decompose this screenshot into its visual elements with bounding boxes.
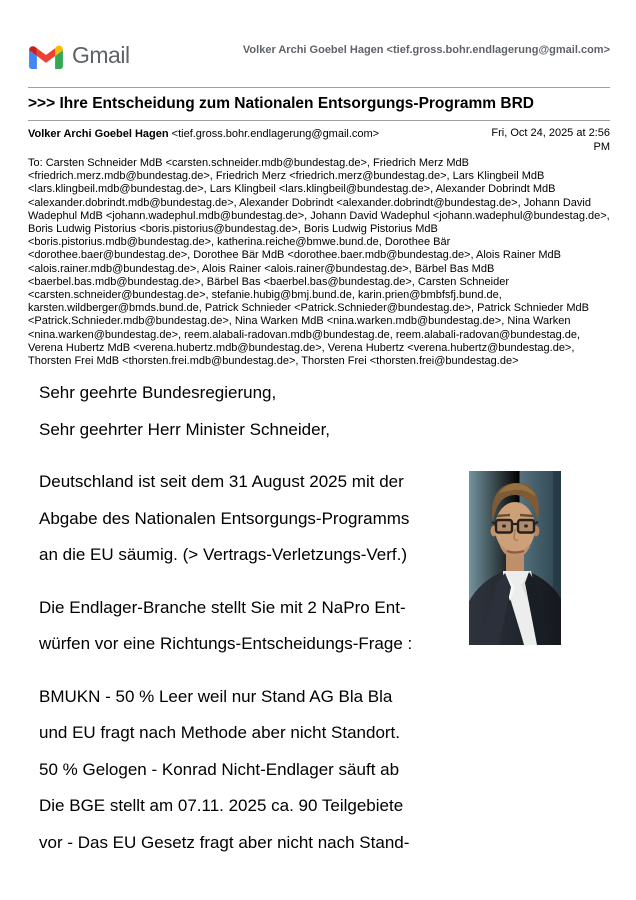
from-name: Volker Archi Goebel Hagen — [28, 128, 169, 140]
body-line: Sehr geehrter Herr Minister Schneider, — [39, 419, 331, 439]
print-header — [28, 0, 610, 87]
greeting-paragraph — [39, 375, 610, 448]
account-email: Volker Archi Goebel Hagen <tief.gross.bohr.endlagerung@gmail.com> — [242, 44, 610, 56]
body-line: Die BGE stellt am 07.11. 2025 ca. 90 Teilgebiete — [39, 796, 404, 816]
gmail-m-icon — [29, 43, 63, 69]
body-line: Abgabe des Nationalen Entsorgungs-Programms — [39, 508, 410, 528]
body-line: 50 % Gelogen - Konrad Nicht-Endlager säuft ab — [39, 759, 400, 779]
body-line: würfen vor eine Richtungs-Entscheidungs-Frage : — [39, 634, 413, 654]
message-meta — [28, 127, 610, 154]
divider-subject — [28, 120, 610, 121]
gmail-wordmark: Gmail — [72, 42, 130, 68]
to-recipients: To: Carsten Schneider MdB <carsten.schneider.mdb@bundestag.de>, Friedrich Merz MdB <friedrich.merz.mdb@bundestag.de>, Friedrich Merz <friedrich.merz@bundestag.de>, Lars Klingbeil MdB <lars.klingbeil.mdb@bundestag.de>, Lars Klingbeil <lars.klingbeil@bundestag.de>, Alexander Dobrindt MdB <alexander.dobrindt.mdb@bundestag.de>, Alexander Dobrindt <alexander.dobrindt@bundestag.de>, Johann David Wadephul MdB <johann.wadephul.mdb@bundestag.de>, Johann David Wadephul <johann.wadephul@bundestag.de>, Boris Ludwig Pistorius <boris.pistorius@bundestag.de>, Boris Ludwig Pistorius MdB <boris.pistorius.mdb@bundestag.de>, katherina.reiche@bmwe.bund.de, Dorothee Bär <dorothee.baer@bundestag.de>, Dorothee Bär MdB <dorothee.baer.mdb@bundestag.de>, Alois Rainer MdB <alois.rainer.mdb@bundestag.de>, Alois Rainer <alois.rainer@bundestag.de>, Bärbel Bas MdB <baerbel.bas.mdb@bundestag.de>, Bärbel Bas <baerbel.bas@bundestag.de>, Carsten Schneider <carsten.schneider@bundestag.de>, stefanie.hubig@bmj.bund.de, karin.prien@bmbfsfj.bund.de, karsten.wildberger@bmds.bund.de, Patrick Schnieder <Patrick.Schnieder@bundestag.de>, Patrick Schnieder MdB <Patrick.Schnieder.mdb@bundestag.de>, Nina Warken MdB <nina.warken.mdb@bundestag.de>, Nina Warken <nina.warken@bundestag.de>, reem.alabali-radovan.mdb@bundestag.de, reem.alabali-radovan@bundestag.de, Verena Hubertz MdB <verena.hubertz.mdb@bundestag.de>, Verena Hubertz <verena.hubertz@bundestag.de>, Thorsten Frei MdB <thorsten.frei.mdb@bundestag.de>, Thorsten Frei <thorsten.frei@bundestag.de> — [28, 157, 610, 368]
from-email: <tief.gross.bohr.endlagerung@gmail.com> — [171, 128, 380, 140]
from-line — [28, 127, 478, 141]
message-date: Fri, Oct 24, 2025 at 2:56 PM — [491, 127, 610, 153]
portrait-photo — [469, 471, 561, 645]
subject-line: >>> Ihre Entscheidung zum Nationalen Entsorgungs-Programm BRD — [28, 95, 534, 112]
body-paragraph — [39, 679, 610, 862]
body-line: vor - Das EU Gesetz fragt aber nicht nach Stand- — [39, 832, 410, 852]
body-line: Deutschland ist seit dem 31 August 2025 mit der — [39, 472, 404, 492]
body-line: Sehr geehrte Bundesregierung, — [39, 383, 277, 403]
body-line: BMUKN - 50 % Leer weil nur Stand AG Bla Bla — [39, 686, 393, 706]
body-line: und EU fragt nach Methode aber nicht Standort. — [39, 723, 401, 743]
body-line: Die Endlager-Branche stellt Sie mit 2 NaPro Ent- — [39, 597, 406, 617]
gmail-logo — [29, 42, 130, 69]
body-line: an die EU säumig. (> Vertrags-Verletzungs-Verf.) — [39, 545, 408, 565]
